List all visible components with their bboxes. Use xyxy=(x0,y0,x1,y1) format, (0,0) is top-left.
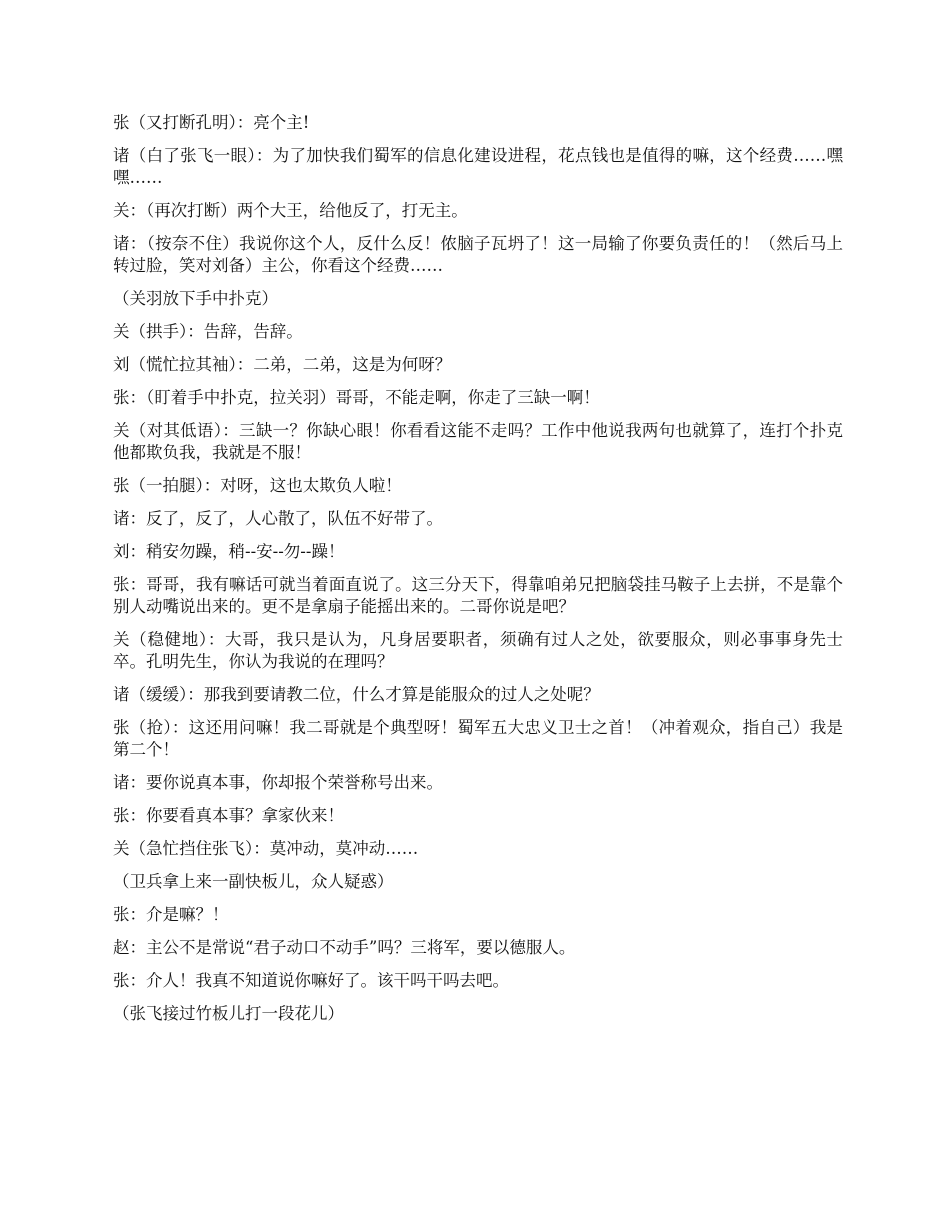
paragraph: 诸（白了张飞一眼）：为了加快我们蜀军的信息化建设进程，花点钱也是值得的嘛，这个经费……嘿嘿…… xyxy=(113,146,843,187)
paragraph: （关羽放下手中扑克） xyxy=(113,289,278,308)
paragraph: 诸：要你说真本事，你却报个荣誉称号出来。 xyxy=(113,773,443,792)
paragraph: 关：（再次打断）两个大王，给他反了，打无主。 xyxy=(113,201,468,220)
paragraph: 张：（盯着手中扑克，拉关羽）哥哥，不能走啊，你走了三缺一啊！ xyxy=(113,388,600,407)
paragraph: 诸（缓缓）：那我到要请教二位，什么才算是能服众的过人之处呢？ xyxy=(113,685,600,704)
paragraph: （卫兵拿上来一副快板儿，众人疑惑） xyxy=(113,872,394,891)
paragraph: 张：介是嘛？！ xyxy=(113,905,229,924)
paragraph: 刘（慌忙拉其袖）：二弟，二弟，这是为何呀？ xyxy=(113,355,452,374)
paragraph: 诸：反了，反了，人心散了，队伍不好带了。 xyxy=(113,509,443,528)
paragraph: 刘：稍安勿躁，稍--安--勿--躁！ xyxy=(113,542,345,561)
paragraph: 关（拱手）：告辞，告辞。 xyxy=(113,322,303,341)
paragraph: 诸：（按奈不住）我说你这个人，反什么反！侬脑子瓦坍了！这一局输了你要负责任的！（然后马上转过脸，笑对刘备）主公，你看这个经费…… xyxy=(113,234,843,275)
paragraph: 关（对其低语）：三缺一？你缺心眼！你看看这能不走吗？工作中他说我两句也就算了，连打个扑克他都欺负我，我就是不服！ xyxy=(113,421,843,462)
paragraph: 张（抢）：这还用问嘛！我二哥就是个典型呀！蜀军五大忠义卫士之首！（冲着观众，指自己）我是第二个！ xyxy=(113,718,843,759)
paragraph: 张：你要看真本事？拿家伙来！ xyxy=(113,806,344,825)
document-page xyxy=(113,112,843,1036)
paragraph: 张（一拍腿）：对呀，这也太欺负人啦！ xyxy=(113,476,402,495)
paragraph: 关（急忙挡住张飞）：莫冲动，莫冲动…… xyxy=(113,839,419,858)
paragraph: 张：介人！我真不知道说你嘛好了。该干吗干吗去吧。 xyxy=(113,971,509,990)
paragraph: 张：哥哥，我有嘛话可就当着面直说了。这三分天下，得靠咱弟兄把脑袋挂马鞍子上去拼，不是靠个别人动嘴说出来的。更不是拿扇子能摇出来的。二哥你说是吧？ xyxy=(113,575,843,616)
paragraph: 张（又打断孔明）：亮个主! xyxy=(113,113,310,132)
paragraph: 赵：主公不是常说“君子动口不动手”吗？三将军，要以德服人。 xyxy=(113,938,576,957)
paragraph: 关（稳健地）：大哥，我只是认为，凡身居要职者，须确有过人之处，欲要服众，则必事事身先士卒。孔明先生，你认为我说的在理吗？ xyxy=(113,630,843,671)
paragraph: （张飞接过竹板儿打一段花儿） xyxy=(113,1004,344,1023)
